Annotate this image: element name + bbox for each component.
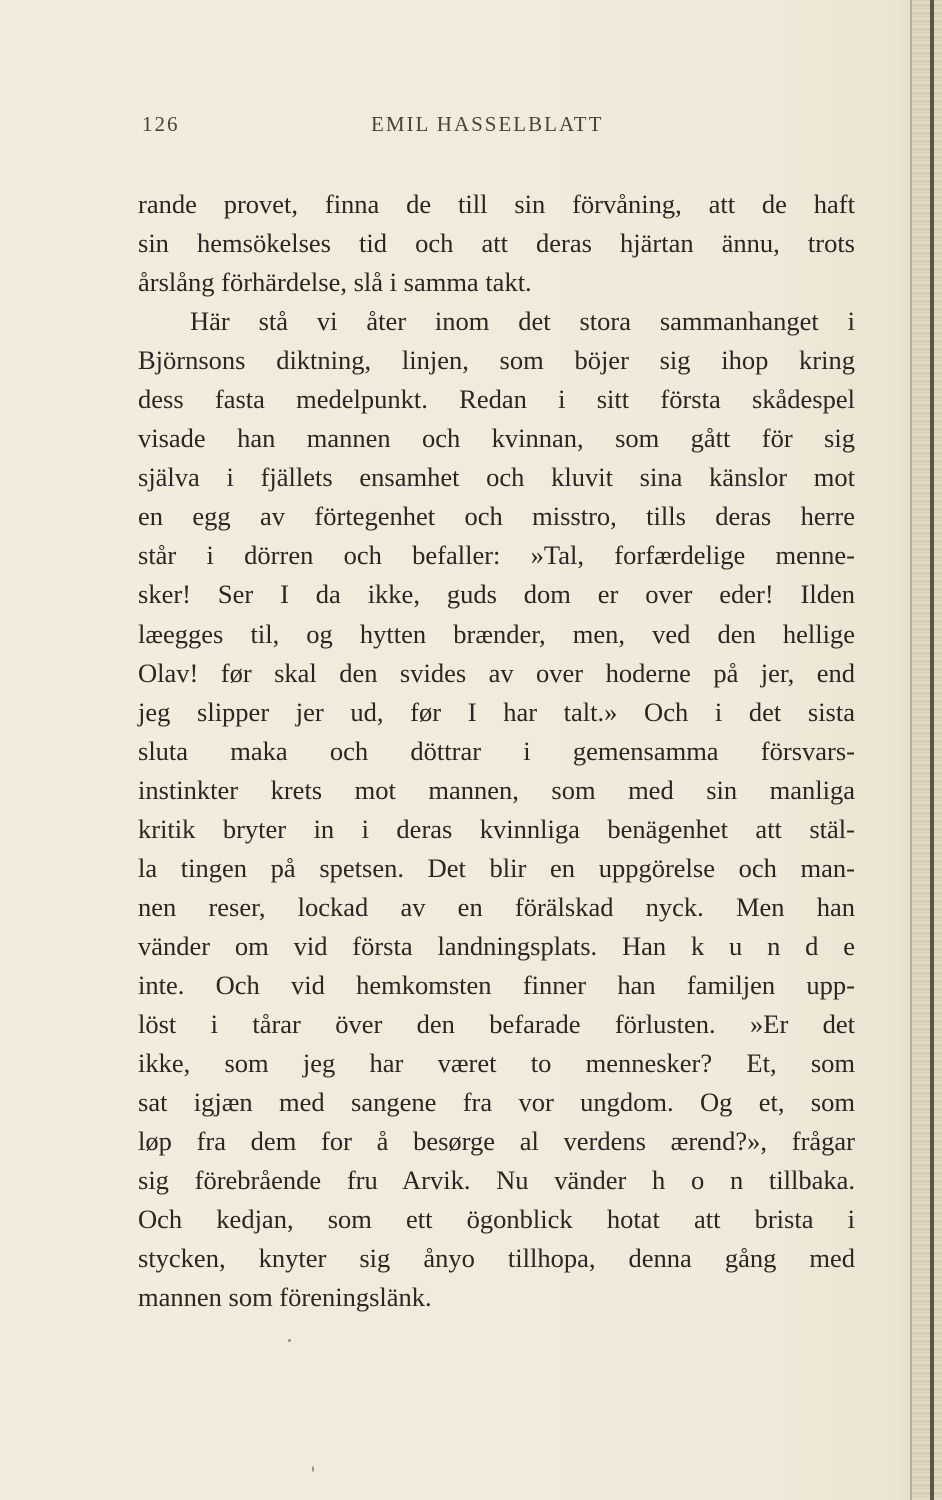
- text-line: löst i tårar över den befarade förlusten. »Er det: [138, 1008, 855, 1039]
- text-line: læegges til, og hytten brænder, men, ved den hellige: [138, 618, 855, 649]
- paper-speck: [288, 1339, 291, 1342]
- text-line: dess fasta medelpunkt. Redan i sitt första skådespel: [138, 384, 855, 415]
- text-line: løp fra dem for å besørge al verdens ærend?», frågar: [138, 1126, 855, 1157]
- text-line: rande provet, finna de till sin förvåning, att de haft: [138, 189, 855, 219]
- text-line-indented: Här stå vi åter inom det stora sammanhanget i: [190, 306, 855, 337]
- text-line: visade han mannen och kvinnan, som gått för sig: [138, 423, 855, 454]
- text-line: sat igjæn med sangene fra vor ungdom. Og et, som: [138, 1087, 855, 1118]
- text-line: Och kedjan, som ett ögonblick hotat att brista i: [138, 1204, 855, 1235]
- text-line: en egg av förtegenhet och misstro, tills deras herre: [138, 501, 855, 532]
- text-line: sluta maka och döttrar i gemensamma försvars-: [138, 735, 855, 766]
- text-line: ikke, som jeg har været to mennesker? Et, som: [138, 1048, 855, 1079]
- page-header: [142, 112, 852, 142]
- text-line: Olav! før skal den svides av over hoderne på jer, end: [138, 657, 855, 688]
- text-line: årslång förhärdelse, slå i samma takt.: [138, 267, 532, 298]
- text-line: stycken, knyter sig ånyo tillhopa, denna gång med: [138, 1243, 855, 1274]
- body-text: [138, 185, 855, 1317]
- page-number: 126: [142, 112, 180, 136]
- paper-speck: [312, 1466, 314, 1472]
- text-line: kritik bryter in i deras kvinnliga benägenhet att stäl-: [138, 813, 855, 844]
- text-line: sker! Ser I da ikke, guds dom er over eder! Ilden: [138, 579, 855, 610]
- text-line: inte. Och vid hemkomsten finner han familjen upp-: [138, 969, 855, 1000]
- text-line: instinkter krets mot mannen, som med sin manliga: [138, 774, 855, 805]
- running-head: EMIL HASSELBLATT: [371, 112, 604, 136]
- text-line: sin hemsökelses tid och att deras hjärtan ännu, trots: [138, 228, 855, 259]
- page-stack-edge: [910, 0, 942, 1500]
- text-line: la tingen på spetsen. Det blir en uppgörelse och man-: [138, 852, 855, 883]
- text-line: vänder om vid första landningsplats. Han k u n d e: [138, 930, 855, 961]
- text-line: jeg slipper jer ud, før I har talt.» Och i det sista: [138, 696, 855, 727]
- text-line: nen reser, lockad av en förälskad nyck. Men han: [138, 891, 855, 922]
- text-line: själva i fjällets ensamhet och kluvit sina känslor mot: [138, 462, 855, 493]
- text-line: står i dörren och befaller: »Tal, forfærdelige menne-: [138, 540, 855, 571]
- binding-shadow: [930, 0, 934, 1500]
- text-line: sig förebrående fru Arvik. Nu vänder h o n tillbaka.: [138, 1165, 855, 1196]
- text-line: mannen som föreningslänk.: [138, 1282, 432, 1313]
- text-line: Björnsons diktning, linjen, som böjer sig ihop kring: [138, 345, 855, 376]
